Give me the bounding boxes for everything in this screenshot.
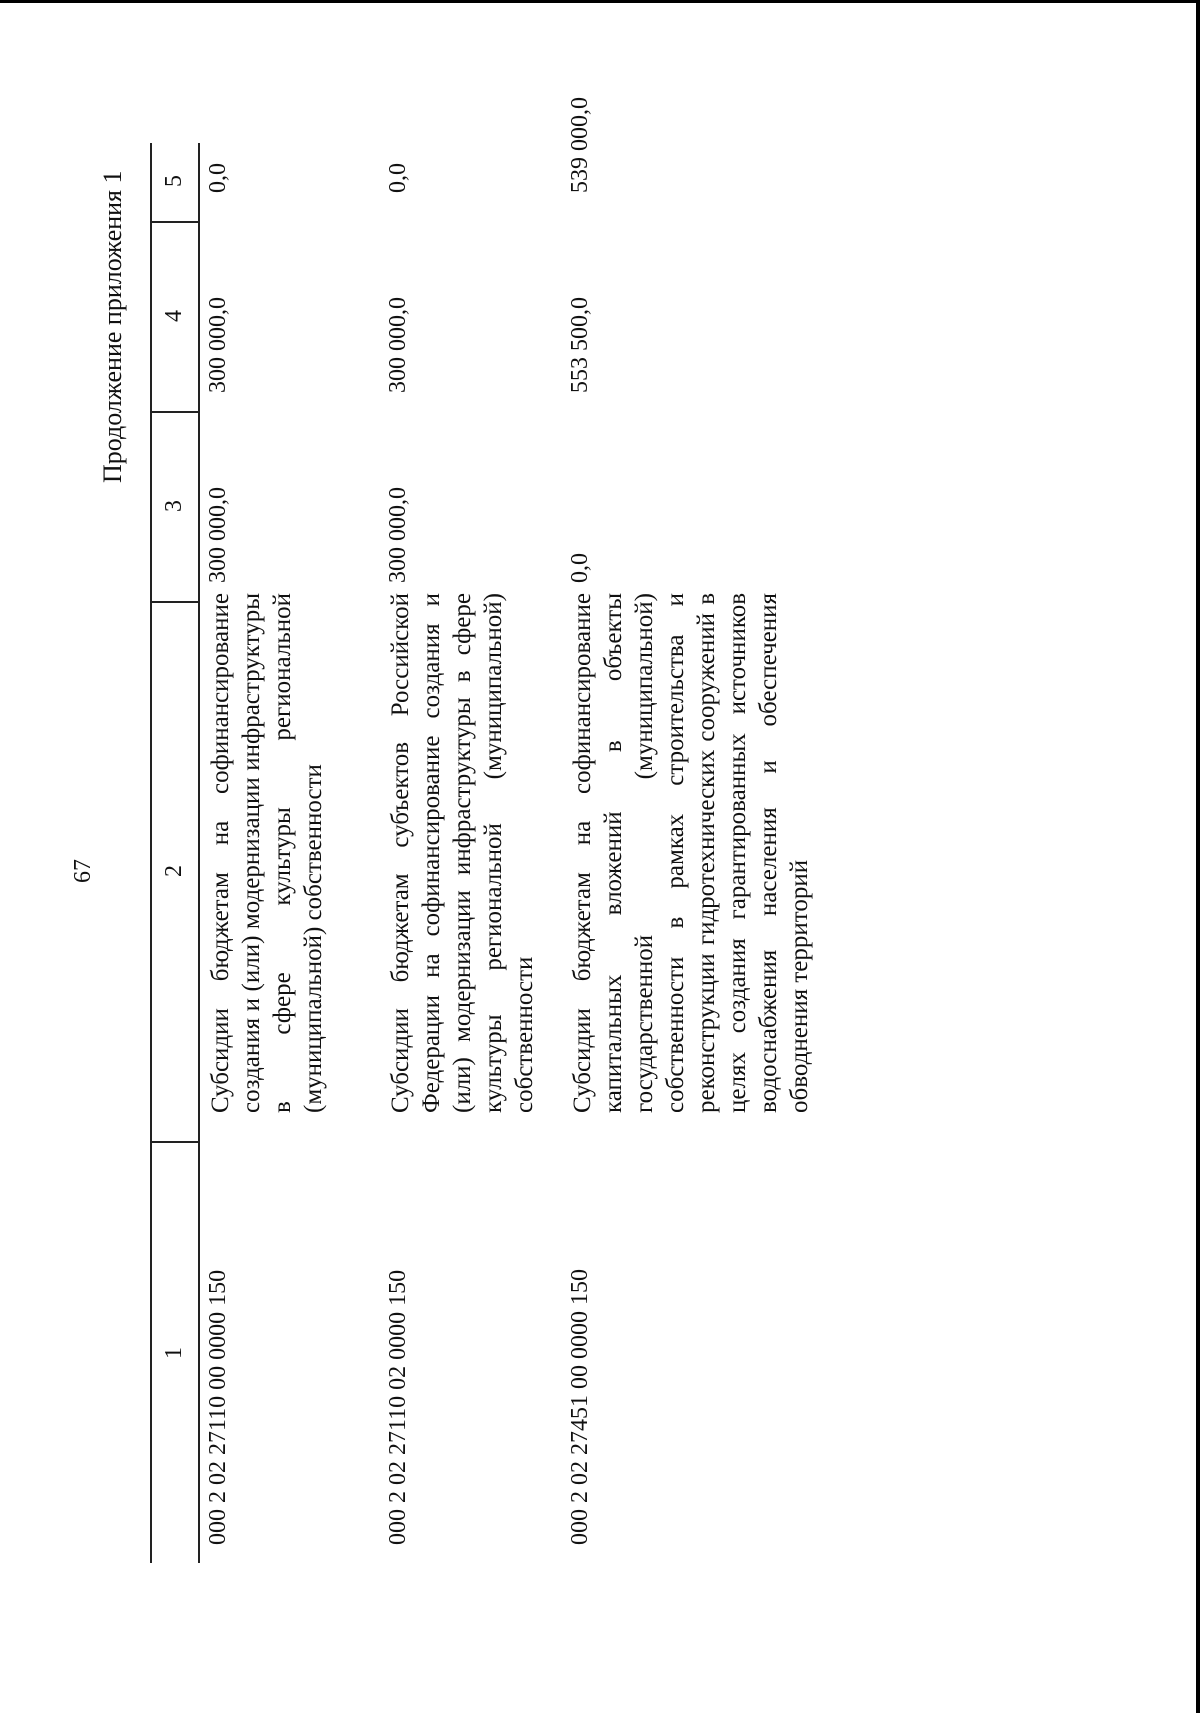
row-col4: 553 500,0 [567,297,593,393]
row-col5: 539 000,0 [567,97,593,193]
table-header [150,143,200,1563]
row-col3: 300 000,0 [205,487,231,583]
header-col-5: 5 [152,141,198,223]
continuation-label: Продолжение приложения 1 [98,170,127,483]
header-col-1: 1 [161,1347,187,1359]
header-col-4: 4 [152,221,198,413]
row-code: 000 2 02 27451 00 0000 150 [567,1269,593,1545]
row-description: Субсидии бюджетам субъектов Российской Федерации на софинансирование создания и (или) модернизации инфраструктуры в сфере культуры региональной (муниципальной) собственности [387,593,538,1113]
row-description: Субсидии бюджетам на софинансирование капитальных вложений в объекты государственной (муниципальной) собственности в рамках строительства и реконструкции гидротехнических сооружений в целях создания гарантированных источников водоснабжения населения и обеспечения обводнения территорий [569,593,813,1113]
row-col3: 0,0 [567,553,593,583]
header-col-3: 3 [152,411,198,603]
row-col4: 300 000,0 [385,297,411,393]
page-number: 67 [70,859,96,883]
row-col4: 300 000,0 [205,297,231,393]
row-code: 000 2 02 27110 02 0000 150 [385,1269,411,1545]
row-col3: 300 000,0 [385,487,411,583]
row-description: Субсидии бюджетам на софинансирование создания и (или) модернизации инфраструктуры в сфере культуры региональной (муниципальной) собственности [207,593,327,1113]
row-col5: 0,0 [385,163,411,193]
row-code: 000 2 02 27110 00 0000 150 [205,1269,231,1545]
row-col5: 0,0 [205,163,231,193]
header-col-2: 2 [152,601,198,1143]
